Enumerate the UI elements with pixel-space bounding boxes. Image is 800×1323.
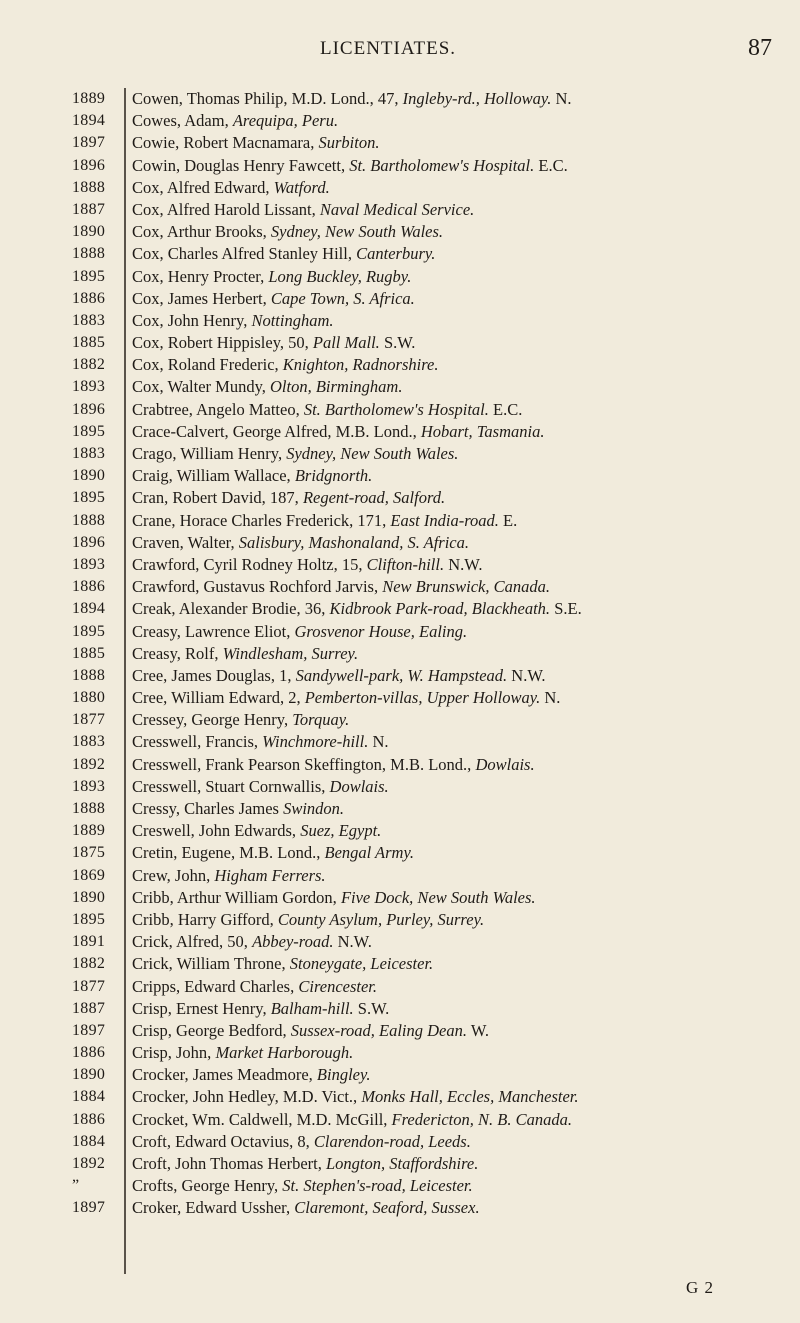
entry-location: Torquay. [292,710,350,730]
entry-name: Crocket, Wm. Caldwell, M.D. McGill, [132,1109,392,1129]
entry-year: 1869 [72,866,106,884]
entry-year: 1893 [72,777,106,795]
list-item [0,820,800,842]
entry-name: Croft, John Thomas Herbert, [132,1154,326,1173]
entry-district: W. [467,1020,490,1040]
entry-name: Creswell, John Edwards, [132,821,301,841]
list-item [0,177,800,199]
entry-name: Cox, Alfred Harold Lissant, [132,199,320,219]
entry-location: St. Bartholomew's Hospital. [303,399,489,419]
list-item [0,731,800,753]
entry-district: N. [551,89,572,108]
entry-text [132,909,780,931]
entry-location: Dowlais. [475,754,535,774]
entry-text [132,798,780,820]
entry-text [132,776,780,798]
entry-text [132,1064,780,1086]
entry-text [132,1197,780,1219]
entry-location: Abbey-road. [252,932,334,952]
entry-location: Higham Ferrers. [214,865,326,885]
list-item [0,687,800,709]
entry-location: Bengal Army. [324,843,415,863]
entry-name: Cowin, Douglas Henry Fawcett, [132,155,350,175]
list-item [0,1086,800,1108]
entry-text [132,554,780,576]
list-item [0,487,800,509]
entry-text [132,1042,780,1064]
entry-text [132,887,780,909]
list-item [0,532,800,554]
list-item [0,465,800,487]
entry-location: Canterbury. [356,244,436,264]
entry-location: Balham-hill. [270,998,354,1018]
entry-year: 1897 [72,134,106,152]
entry-location: Kidbrook Park-road, Blackheath. [329,599,551,619]
entry-location: Sandywell-park, W. Hampstead. [295,665,508,685]
entry-name: Creasy, Rolf, [132,643,223,663]
entry-text [132,510,780,532]
list-item [0,865,800,887]
list-item [0,88,800,110]
list-item [0,665,800,687]
entry-text [132,709,780,731]
entry-name: Crew, John, [132,865,215,885]
entry-year: 1896 [72,400,106,418]
entry-location: Sussex-road, Ealing Dean. [290,1020,467,1040]
entry-year: 1897 [72,1199,106,1217]
list-item [0,1042,800,1064]
entry-year: 1885 [72,644,106,662]
list-item [0,1153,800,1175]
entry-text [132,598,780,620]
entry-year: 1888 [72,800,106,817]
entry-name: Craven, Walter, [132,532,239,552]
entry-location: Five Dock, New South Wales. [340,887,536,907]
entry-text [132,820,780,842]
entry-year: 1891 [72,933,106,951]
entry-name: Cox, John Henry, [132,310,252,330]
list-item [0,1109,800,1131]
list-item [0,1131,800,1153]
page-header [0,35,800,68]
entry-year: 1892 [72,755,106,773]
entry-year: 1887 [72,200,106,218]
entry-location: Clifton-hill. [366,554,445,574]
entry-name: Crisp, Ernest Henry, [132,998,271,1018]
entry-year: 1877 [72,977,106,995]
entry-year: 1895 [72,267,106,285]
entry-year: 1893 [72,555,106,573]
entry-location: Claremont, Seaford, Sussex. [294,1198,480,1218]
entry-year: 1886 [72,289,106,307]
list-item [0,621,800,643]
entry-district: E. [498,510,518,530]
entry-year: 1882 [72,955,106,973]
entry-name: Crago, William Henry, [132,444,287,463]
entry-location: Regent-road, Salford. [302,488,446,508]
entry-location: Fredericton, N. B. Canada. [391,1109,572,1129]
entry-year: 1895 [72,489,106,507]
entry-year: 1895 [72,910,106,928]
entry-name: Cressy, Charles James [132,799,284,818]
entry-name: Craig, William Wallace, [132,466,295,486]
list-item [0,1175,800,1197]
entry-name: Cox, Alfred Edward, [132,177,274,197]
entry-name: Cowes, Adam, [132,111,233,131]
entry-year: 1889 [72,90,106,107]
entry-name: Creak, Alexander Brodie, 36, [132,599,330,619]
entry-year: 1875 [72,844,106,862]
list-item [0,998,800,1020]
entry-location: St. Stephen's-road, Leicester. [282,1176,473,1196]
entry-text [132,443,780,465]
list-item [0,132,800,154]
entry-location: St. Bartholomew's Hospital. [349,155,535,175]
entry-name: Crofts, George Henry, [132,1176,283,1196]
list-item [0,443,800,465]
entry-location: Olton, Birmingham. [270,377,403,397]
entry-year: 1888 [72,178,106,196]
entry-text [132,155,780,177]
entry-name: Cribb, Harry Gifford, [132,909,278,929]
entry-text [132,310,780,332]
entry-name: Croft, Edward Octavius, 8, [132,1131,314,1151]
list-item [0,931,800,953]
entry-text [132,621,780,643]
entry-text [132,199,780,221]
entry-name: Crisp, George Bedford, [132,1020,291,1040]
entry-name: Cresswell, Stuart Cornwallis, [132,776,330,796]
entry-name: Cretin, Eugene, M.B. Lond., [132,843,325,863]
entry-text [132,576,780,598]
list-item [0,221,800,243]
entry-year: 1897 [72,1021,106,1039]
entry-year: 1889 [72,822,106,840]
entry-district: N.W. [507,665,546,685]
entry-name: Creasy, Lawrence Eliot, [132,621,295,641]
entry-district: N.W. [444,554,483,574]
list-item [0,332,800,354]
entry-year: 1882 [72,356,106,374]
entry-text [132,998,780,1020]
entry-year: 1895 [72,622,106,640]
entry-year: 1884 [72,1088,106,1106]
entry-text [132,177,780,199]
entry-location: East India-road. [390,510,499,530]
entry-name: Cox, Robert Hippisley, 50, [132,333,313,353]
entry-location: Monks Hall, Eccles, Manchester. [361,1087,579,1107]
list-item [0,155,800,177]
entry-year: 1890 [72,223,106,241]
entry-year: 1896 [72,156,106,174]
entry-name: Cox, Henry Procter, [132,266,269,286]
entry-name: Crane, Horace Charles Frederick, 171, [132,510,391,530]
entry-text [132,221,780,243]
entry-location: Longton, Staffordshire. [326,1154,479,1173]
entry-district: E.C. [534,155,568,175]
entry-text [132,288,780,310]
entry-text [132,110,780,132]
entry-year: 1892 [72,1155,106,1172]
entry-name: Cran, Robert David, 187, [132,488,303,508]
entry-year: 1890 [72,467,106,485]
entry-district: N.W. [333,932,372,952]
list-item [0,376,800,398]
list-item [0,709,800,731]
list-item [0,310,800,332]
list-item [0,976,800,998]
entry-district: S.E. [550,599,582,619]
entry-year: ” [72,1177,80,1195]
entry-name: Cressey, George Henry, [132,710,293,730]
list-item [0,354,800,376]
list-item [0,909,800,931]
entry-name: Crocker, James Meadmore, [132,1065,317,1085]
entry-name: Cree, William Edward, 2, [132,688,305,708]
entry-year: 1886 [72,578,106,596]
entry-name: Crawford, Cyril Rodney Holtz, 15, [132,554,367,574]
entry-text [132,931,780,953]
entry-year: 1890 [72,1066,106,1084]
entry-name: Cresswell, Frank Pearson Skeffington, M.B. Lond., [132,754,476,774]
entry-location: Long Buckley, Rugby. [268,266,412,286]
entry-location: Bingley. [316,1065,371,1085]
entry-year: 1894 [72,600,106,618]
list-item [0,288,800,310]
entry-name: Cowie, Robert Macnamara, [132,133,319,153]
entry-location: New Brunswick, Canada. [382,577,550,597]
entry-year: 1884 [72,1132,106,1150]
entry-year: 1877 [72,711,106,729]
entry-text [132,643,780,665]
entry-text [132,332,780,354]
entry-name: Cowen, Thomas Philip, M.D. Lond., 47, [132,89,403,108]
entry-text [132,376,780,398]
entry-name: Crick, William Throne, [132,954,290,974]
entry-text [132,532,780,554]
entry-location: Watford. [273,177,330,197]
list-item [0,1020,800,1042]
entry-text [132,865,780,887]
entry-location: Salisbury, Mashonaland, S. Africa. [238,532,470,552]
entry-text [132,953,780,975]
list-item [0,953,800,975]
entry-district: E.C. [488,399,523,419]
entry-name: Cree, James Douglas, 1, [132,665,296,685]
entry-location: Arequipa, Peru. [232,111,339,131]
list-item [0,643,800,665]
entry-text [132,754,780,776]
entry-text [132,1175,780,1197]
page-number: 87 [748,35,772,61]
entry-text [132,1086,780,1108]
signature-mark: G 2 [686,1278,715,1297]
list-item [0,510,800,532]
entry-name: Crocker, John Hedley, M.D. Vict., [132,1087,362,1107]
entry-location: Ingleby-rd., Holloway. [402,89,552,108]
entry-year: 1894 [72,112,106,130]
entry-location: Market Harborough. [215,1043,354,1063]
entry-location: Cirencester. [298,976,378,996]
entry-location: Cape Town, S. Africa. [270,288,415,308]
entry-name: Cox, James Herbert, [132,288,271,308]
list-item [0,576,800,598]
entry-district: N. [540,688,561,708]
entry-text [132,465,780,487]
entry-text [132,88,780,110]
entry-name: Crawford, Gustavus Rochford Jarvis, [132,577,383,597]
entry-location: Sydney, New South Wales. [270,222,444,242]
list-item [0,266,800,288]
entry-district: S.W. [353,998,390,1018]
entry-location: Sydney, New South Wales. [286,444,459,463]
entry-location: Pall Mall. [312,333,380,353]
entry-year: 1880 [72,689,106,707]
list-item [0,754,800,776]
entry-location: Stoneygate, Leicester. [289,954,434,974]
entry-year: 1887 [72,999,106,1017]
entry-location: Winchmore-hill. [262,732,369,752]
entry-name: Cox, Arthur Brooks, [132,222,271,242]
list-item [0,798,800,820]
entry-location: Suez, Egypt. [300,821,382,841]
list-item [0,842,800,864]
entry-text [132,731,780,753]
entry-district: N. [368,732,389,752]
entry-year: 1890 [72,888,106,906]
list-item [0,554,800,576]
entry-location: Grosvenor House, Ealing. [294,621,468,641]
list-item [0,1064,800,1086]
entry-text [132,132,780,154]
entry-year: 1893 [72,378,106,396]
list-item [0,243,800,265]
entry-name: Crabtree, Angelo Matteo, [132,399,304,419]
entry-text [132,1131,780,1153]
entry-location: Clarendon-road, Leeds. [313,1131,471,1151]
licentiates-list [0,88,800,1220]
entry-year: 1895 [72,422,106,440]
entry-location: Surbiton. [318,133,380,153]
entry-location: Dowlais. [329,776,389,796]
entry-location: Naval Medical Service. [319,199,475,219]
entry-year: 1886 [72,1110,106,1128]
entry-text [132,1153,780,1175]
entry-year: 1888 [72,666,106,684]
entry-location: County Asylum, Purley, Surrey. [277,909,485,929]
list-item [0,1197,800,1219]
entry-name: Crisp, John, [132,1043,216,1063]
list-item [0,598,800,620]
entry-year: 1883 [72,445,106,462]
entry-name: Croker, Edward Ussher, [132,1198,295,1218]
entry-text [132,243,780,265]
entry-year: 1896 [72,533,106,551]
entry-name: Cribb, Arthur William Gordon, [132,887,341,907]
entry-text [132,421,780,443]
entry-text [132,266,780,288]
list-item [0,421,800,443]
entry-year: 1888 [72,511,106,529]
list-item [0,887,800,909]
entry-text [132,1020,780,1042]
entry-year: 1883 [72,311,106,329]
entry-location: Pemberton-villas, Upper Holloway. [304,688,541,708]
list-item [0,776,800,798]
entry-text [132,487,780,509]
entry-text [132,976,780,998]
entry-text [132,842,780,864]
entry-year: 1886 [72,1044,106,1062]
entry-text [132,354,780,376]
entry-district: S.W. [379,333,416,353]
entry-name: Cox, Walter Mundy, [132,377,270,397]
entry-location: Nottingham. [251,310,334,330]
list-item [0,199,800,221]
entry-location: Swindon. [283,799,345,818]
entry-location: Windlesham, Surrey. [222,643,359,663]
entry-text [132,687,780,709]
list-item [0,399,800,421]
entry-name: Cripps, Edward Charles, [132,976,299,996]
entry-text [132,399,780,421]
entry-name: Crace-Calvert, George Alfred, M.B. Lond., [132,421,421,441]
running-title: LICENTIATES. [320,38,457,59]
list-item [0,110,800,132]
entry-year: 1885 [72,334,106,352]
entry-name: Cox, Charles Alfred Stanley Hill, [132,244,357,264]
entry-year: 1888 [72,245,106,263]
entry-text [132,665,780,687]
entry-name: Crick, Alfred, 50, [132,932,253,952]
entry-location: Bridgnorth. [294,466,373,486]
entry-location: Hobart, Tasmania. [420,421,545,441]
entry-text [132,1109,780,1131]
entry-name: Cox, Roland Frederic, [132,355,283,375]
entry-name: Cresswell, Francis, [132,732,263,752]
entry-year: 1883 [72,733,106,751]
entry-location: Knighton, Radnorshire. [282,355,439,375]
